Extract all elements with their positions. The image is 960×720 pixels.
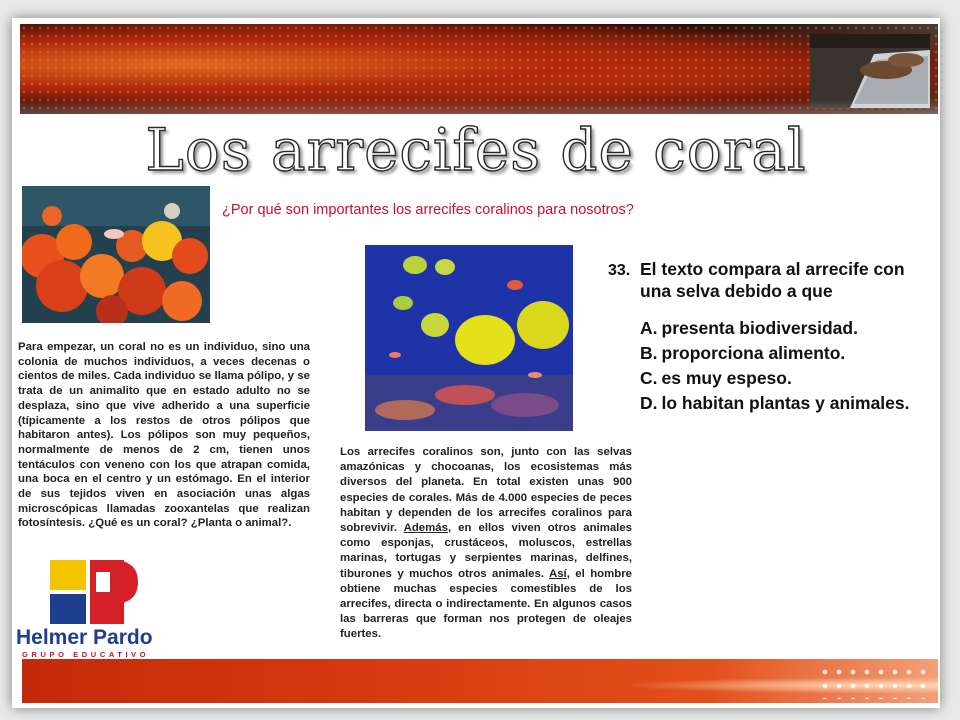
laptop-typing-image (810, 34, 930, 108)
logo-name: Helmer Pardo (16, 626, 153, 649)
option-letter: A. (640, 318, 658, 338)
page-title: Los arrecifes de coral (145, 116, 807, 184)
paragraph-segment: , el hombre obtiene muchas especies comestibles de los arrecifes, directa o indirectamente. En algunos casos las barreras que forman nos protegen de oleajes fuertes. (340, 567, 632, 641)
reef-importance-paragraph (340, 445, 632, 643)
option-letter: C. (640, 368, 658, 388)
footer-banner (22, 659, 938, 703)
answer-option-b[interactable] (640, 341, 940, 366)
coral-illustration (22, 186, 210, 323)
option-text: presenta biodiversidad. (661, 318, 858, 338)
question-number: 33. (608, 262, 631, 279)
footer-dot-pattern (818, 665, 928, 699)
coral-definition-paragraph: Para empezar, un coral no es un individuo, sino una colonia de muchos individuos, a veces decenas o cientos de miles. Cada individuo se llama pólipo, y se trata de un animalito que en estado adulto no se desplaza, sino que vive adherido a una superficie (típicamente a los restos de otros pólipos que habitaron antes). Los pólipos son muy pequeños, normalmente de menos de 2 cm, tienen unos tentáculos con veneno con los que atrapan comida, una boca en el centro y un estómago. En el interior de sus tejidos viven en asociación unas algas microscópicas llamadas zooxantelas que realizan fotosíntesis. ¿Qué es un coral? ¿Planta o animal?. (18, 341, 310, 530)
answer-option-d[interactable] (640, 391, 940, 416)
option-text: lo habitan plantas y animales. (661, 393, 910, 413)
tropical-fish-photo (365, 245, 573, 431)
option-letter: B. (640, 343, 658, 363)
coral-reef-photo (22, 186, 210, 323)
underlined-word-asi: Así (548, 567, 567, 580)
answer-option-a[interactable] (640, 316, 940, 341)
section-question: ¿Por qué son importantes los arrecifes coralinos para nosotros? (222, 202, 634, 218)
option-text: es muy espeso. (661, 368, 792, 388)
paragraph-segment: , en ellos viven otros animales como esponjas, crustáceos, moluscos, estrellas marinas, tortugas y serpientes marinas, delfines, tiburones y muchos otros animales. (340, 522, 632, 580)
header-banner (20, 24, 938, 114)
paragraph-segment: Los arrecifes coralinos son, junto con las selvas amazónicas y chocoanas, los ecosistemas más diversos del planeta. En total existen unas 900 especies de corales. Más de 4.000 especies de peces habitan y dependen de los arrecifes coralinos para sobrevivir. (340, 446, 632, 535)
underlined-word-ademas: Además (403, 522, 448, 535)
answer-options (640, 316, 940, 416)
slide (12, 18, 940, 708)
option-text: proporciona alimento. (661, 343, 846, 363)
fish-illustration (365, 245, 573, 431)
option-letter: D. (640, 393, 658, 413)
banner-shade (20, 100, 938, 114)
answer-option-c[interactable] (640, 366, 940, 391)
logo-tagline: GRUPO EDUCATIVO (22, 650, 150, 659)
question-stem: El texto compara al arrecife con una selva debido a que (640, 259, 905, 301)
